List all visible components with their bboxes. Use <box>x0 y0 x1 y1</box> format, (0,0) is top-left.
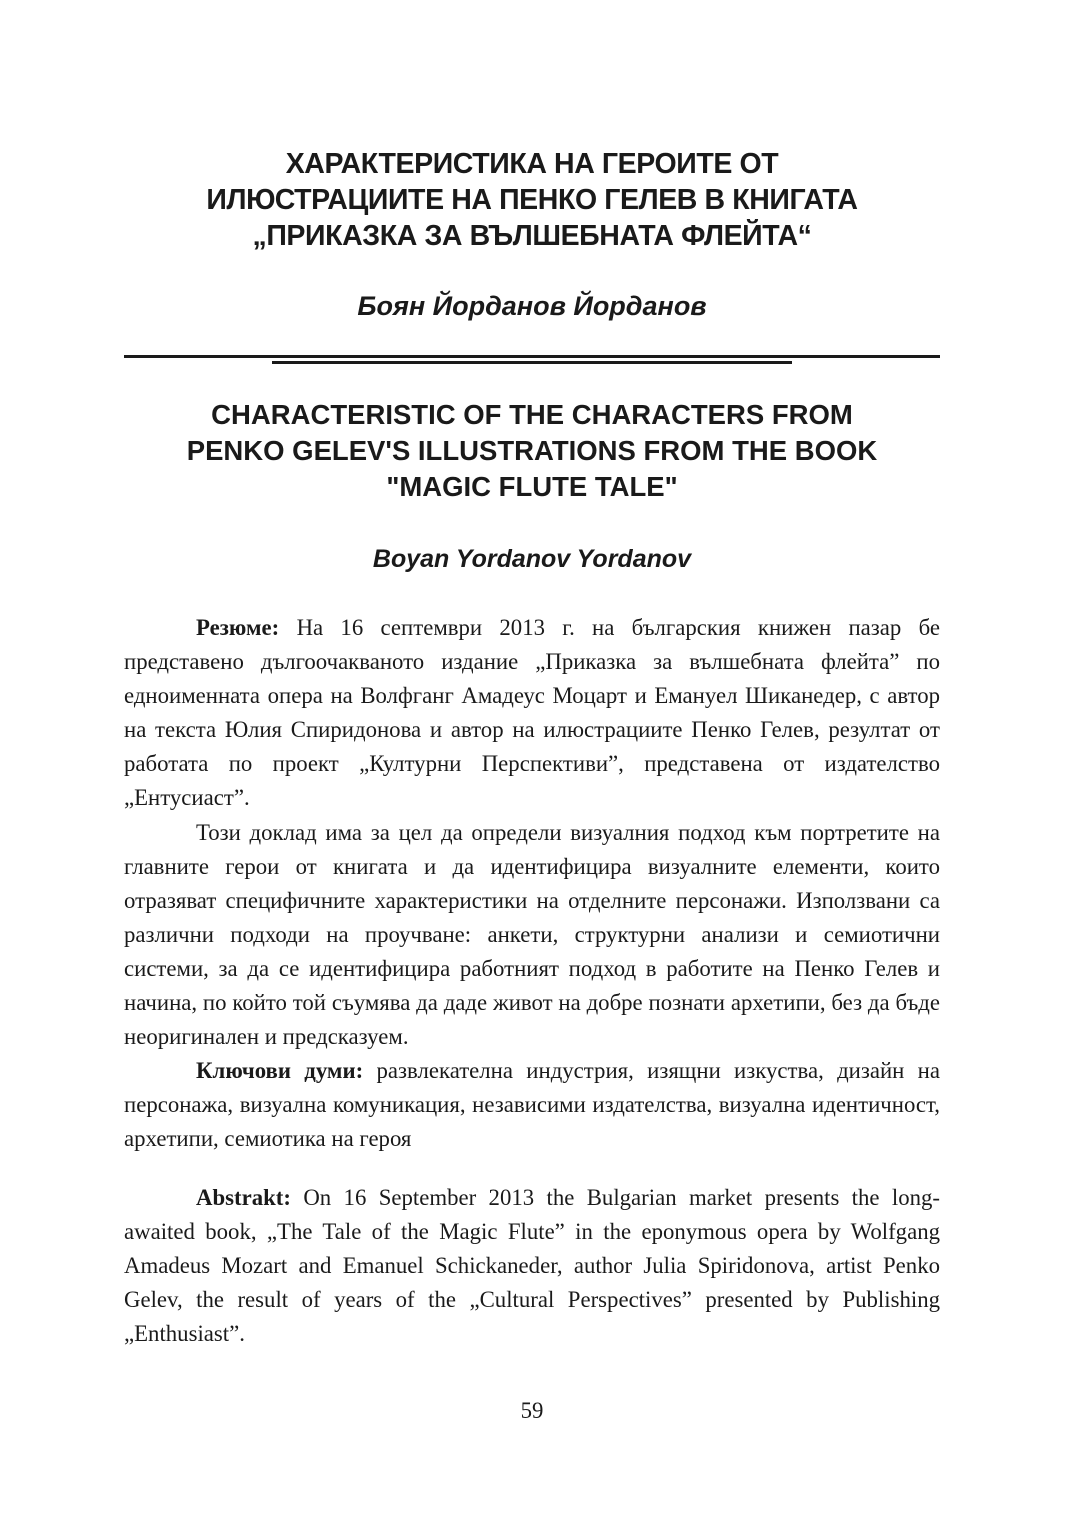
author-bulgarian: Боян Йорданов Йорданов <box>357 291 707 321</box>
title-bulgarian-line-2: ИЛЮСТРАЦИИТЕ НА ПЕНКО ГЕЛЕВ В КНИГАТА <box>206 184 858 216</box>
title-bulgarian <box>124 146 940 254</box>
summary-section <box>124 611 940 1157</box>
author-english: Boyan Yordanov Yordanov <box>372 545 692 573</box>
title-english-line-3: "MAGIC FLUTE TALE" <box>386 471 678 502</box>
summary-paragraph-2 <box>124 816 940 1055</box>
title-english-line-2: PENKO GELEV'S ILLUSTRATIONS FROM THE BOOK <box>186 435 878 466</box>
summary-paragraph-1 <box>124 611 940 816</box>
title-bulgarian-line-1: ХАРАКТЕРИСТИКА НА ГЕРОИТЕ ОТ <box>285 148 779 180</box>
page-number: 59 <box>520 1398 544 1423</box>
divider-short <box>272 361 792 364</box>
title-english-line-1: CHARACTERISTIC OF THE CHARACTERS FROM <box>211 399 853 430</box>
paper-page <box>124 0 940 1530</box>
keywords-label: Ключови думи: <box>196 1058 364 1084</box>
divider-long <box>124 355 940 358</box>
summary-text-2: Този доклад има за цел да определи визуалния подход към портретите на главните герои от книгата и да идентифицира визуалните елементи, които отразяват специфичните характеристики на отделните персонажи. Използвани са различни подходи на проучване: анкети, структурни анализи и семиотични системи, за да се идентифицира работният подход в работите на Пенко Гелев и начина, по който той съумява да даде живот на добре познати архетипи, без да бъде неоригинален и предсказуем. <box>124 819 940 1050</box>
summary-label: Резюме: <box>196 615 280 640</box>
keywords-paragraph <box>124 1054 940 1156</box>
summary-text-1: На 16 септември 2013 г. на българския книжен пазар бе представено дългоочакваното издание „Приказка за вълшебната флейта” по едноименната опера на Волфганг Амадеус Моцарт и Емануел Шиканедер, с автор на текста Юлия Спиридонова и автор на илюстрациите Пенко Гелев, резултат от работата по проект „Културни Перспективи”, представена от издателство „Ентусиаст”. <box>124 615 940 811</box>
abstract-section <box>124 1181 940 1351</box>
abstract-text: On 16 September 2013 the Bulgarian market presents the long-awaited book, „The Tale of the Magic Flute” in the eponymous opera by Wolfgang Amadeus Mozart and Emanuel Schickaneder, author Julia Spiridonova, artist Penko Gelev, the result of years of the „Cultural Perspectives” presented by Publishing „Enthusiast”. <box>124 1185 940 1347</box>
title-bulgarian-line-3: „ПРИКАЗКА ЗА ВЪЛШЕБНАТА ФЛЕЙТА“ <box>252 220 812 252</box>
abstract-paragraph <box>124 1181 940 1351</box>
abstract-label: Abstrakt: <box>196 1185 291 1210</box>
title-english <box>124 397 940 505</box>
keywords-text: развлекателна индустрия, изящни изкуства, дизайн на персонажа, визуална комуникация, независими издателства, визуална идентичност, архетипи, семиотика на героя <box>124 1058 940 1152</box>
